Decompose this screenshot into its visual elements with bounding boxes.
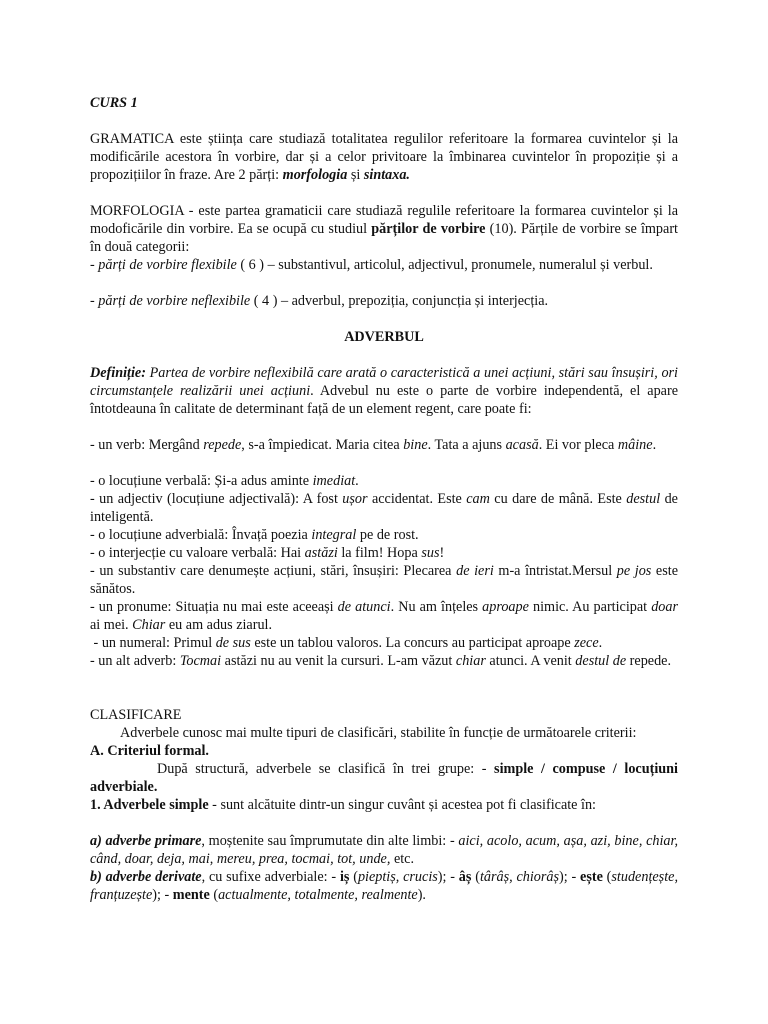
flex-label: părți de vorbire flexibile xyxy=(98,257,237,273)
ex-adverb: mâine xyxy=(617,437,653,453)
simple-label: 1. Adverbele simple xyxy=(90,797,209,813)
nonflex-prefix: - xyxy=(90,293,99,309)
ex-adverb: de sus xyxy=(215,635,251,651)
ex-text: eu am adus ziarul. xyxy=(165,617,273,633)
morfologia-text2: (10). Părțile de vorbire se împart în două categorii: xyxy=(90,221,678,255)
derived-adverbs: b) adverbe derivate, cu sufixe adverbiale: - iș (pieptiș, crucis); - âș (târâș, chiorâș); - ește (studențește, franțuzește); - mente (actualmente, totalmente, realmente). xyxy=(90,869,678,903)
ex-text: repede. xyxy=(626,653,672,669)
adverb-heading: ADVERBUL xyxy=(344,329,424,345)
primary-adverbs xyxy=(90,832,678,868)
ex-text: ! xyxy=(439,545,445,561)
ex-text: astăzi nu au venit la cursuri. L-am văzut xyxy=(221,653,456,669)
ex-adverb: integral xyxy=(311,527,357,543)
course-title: CURS 1 xyxy=(90,95,138,111)
criterion-heading: A. Criteriul formal. xyxy=(90,743,209,759)
ex-adverb: Chiar xyxy=(132,617,166,633)
gramatica-part1: morfologia xyxy=(282,167,348,183)
ex-adverb: repede xyxy=(203,437,242,453)
ex-adverb: zece xyxy=(574,635,599,651)
ex-adverb: ușor xyxy=(342,491,368,507)
ex-adverb: cam xyxy=(466,491,490,507)
simple-adverbs xyxy=(90,796,678,814)
structure-bold: simple / compuse / locuțiuni adverbiale. xyxy=(90,761,678,795)
ex-text: - o interjecție cu valoare verbală: Hai xyxy=(90,545,305,561)
ex-text: - un pronume: Situația nu mai este aceeași xyxy=(90,599,338,615)
ex-text: pe de rost. xyxy=(356,527,419,543)
ex-text: este un tablou valoros. La concurs au participat aproape xyxy=(250,635,575,651)
structure-text: După structură, adverbele se clasifică în trei grupe: - xyxy=(157,761,495,777)
derivate-label: b) adverbe derivate xyxy=(90,869,202,885)
ex-text: atunci. A venit xyxy=(485,653,576,669)
ex-text: - un verb: Mergând xyxy=(90,437,204,453)
primare-label: a) adverbe primare xyxy=(90,833,202,849)
ex-adverb: imediat xyxy=(312,473,356,489)
ex-adverb: aproape xyxy=(482,599,529,615)
structure-paragraph xyxy=(90,760,678,796)
primare-etc: etc. xyxy=(390,851,415,867)
gramatica-paragraph xyxy=(90,130,678,184)
morfologia-paragraph xyxy=(90,202,678,256)
ex-adverb: bine xyxy=(403,437,428,453)
example-noun xyxy=(90,562,678,598)
morfologia-bold: părților de vorbire xyxy=(371,221,486,237)
suffix-2-examples: târâș, chiorâș xyxy=(479,869,560,885)
ex-text: la film! Hopa xyxy=(337,545,422,561)
ex-text: - un substantiv care denumește acțiuni, stări, însușiri: Plecarea xyxy=(90,563,457,579)
gramatica-and: și xyxy=(347,167,364,183)
suffix-1-examples: pieptiș, crucis xyxy=(357,869,438,885)
ex-adverb: de ieri xyxy=(456,563,494,579)
ex-adverb: pe jos xyxy=(616,563,652,579)
ex-adverb: acasă xyxy=(505,437,539,453)
example-verbal-locution xyxy=(90,472,678,490)
definition-text: . Advebul nu este o parte de vorbire independentă, el apare întotdeauna în calitate de determinant față de un element regent, care poate fi: xyxy=(90,383,678,417)
suffix-4: mente xyxy=(172,887,210,903)
suffix-3: ește xyxy=(580,869,603,885)
morfologia-text: - este partea gramaticii care studiază regulile referitoare la formarea cuvintelor și la modoficările din vorbire. Ea se ocupă cu studiul xyxy=(90,203,678,237)
ex-adverb: sus xyxy=(421,545,440,561)
ex-text: . Ei vor pleca xyxy=(538,437,618,453)
ex-adverb: destul de xyxy=(575,653,627,669)
ex-text: . Tata a ajuns xyxy=(427,437,506,453)
gramatica-text: este știința care studiază totalitatea regulilor referitoare la formarea cuvintelor și la modificările acestora în vorbire, dar și a celor privitoare la îmbinarea cuvintelor în propoziție și a propozițiilor în fraze. Are 2 părți: xyxy=(90,131,678,183)
nonflexible-parts xyxy=(90,292,678,310)
ex-text: cu dare de mână. Este xyxy=(489,491,627,507)
ex-text: , s-a împiedicat. Maria citea xyxy=(241,437,404,453)
flex-text: ( 6 ) – substantivul, articolul, adjectivul, pronumele, numeralul și verbul. xyxy=(236,257,653,273)
definition-label: Definiție: xyxy=(90,365,146,381)
ex-text: . xyxy=(598,635,603,651)
ex-text: - un adjectiv (locuțiune adjectivală): A fost xyxy=(90,491,343,507)
ex-adverb: chiar xyxy=(455,653,486,669)
ex-text: de inteligentă. xyxy=(90,491,678,525)
ex-text: m-a întristat.Mersul xyxy=(493,563,617,579)
ex-adverb: astăzi xyxy=(304,545,338,561)
definition-italic: Partea de vorbire neflexibilă care arată o caracteristică a unei acțiuni, stări sau însușiri, ori circumstanțele realizării unei acțiuni xyxy=(90,365,678,399)
gramatica-term: GRAMATICA xyxy=(90,131,174,147)
definition-paragraph xyxy=(90,364,678,418)
ex-text: - un numeral: Primul xyxy=(90,635,216,651)
ex-adverb: Tocmai xyxy=(179,653,222,669)
ex-text: nimic. Au participat xyxy=(528,599,652,615)
example-verb xyxy=(90,436,678,454)
ex-adverb: de atunci xyxy=(337,599,391,615)
ex-text: . Nu am înțeles xyxy=(390,599,483,615)
suffix-2: âș xyxy=(458,869,472,885)
ex-text: ai mei. xyxy=(90,617,133,633)
derivate-text: , cu sufixe adverbiale: - xyxy=(201,869,340,885)
suffix-4-examples: actualmente, totalmente, realmente xyxy=(218,887,418,903)
suffix-3-examples: studențește, franțuzește xyxy=(90,869,678,903)
nonflex-label: părți de vorbire neflexibile xyxy=(98,293,251,309)
ex-adverb: destul xyxy=(626,491,661,507)
flex-prefix: - xyxy=(90,257,99,273)
classification-intro: Adverbele cunosc mai multe tipuri de clasificări, stabilite în funcție de următoarele criterii: xyxy=(120,725,637,741)
example-adverb xyxy=(90,652,678,670)
suffix-1: iș xyxy=(339,869,350,885)
gramatica-part2: sintaxa. xyxy=(363,167,410,183)
ex-text: - o locuțiune verbală: Și-a adus aminte xyxy=(90,473,313,489)
example-adjective xyxy=(90,490,678,526)
ex-text: . xyxy=(652,437,657,453)
nonflex-text: ( 4 ) – adverbul, prepoziția, conjuncția și interjecția. xyxy=(250,293,549,309)
ex-text: - o locuțiune adverbială: Învață poezia xyxy=(90,527,312,543)
ex-text: - un alt adverb: xyxy=(90,653,180,669)
classification-heading: CLASIFICARE xyxy=(90,707,182,723)
example-numeral xyxy=(90,634,678,652)
example-pronoun xyxy=(90,598,678,634)
primare-text: , moștenite sau împrumutate din alte limbi: - xyxy=(201,833,459,849)
example-interjection xyxy=(90,544,678,562)
simple-text: - sunt alcătuite dintr-un singur cuvânt și acestea pot fi clasificate în: xyxy=(208,797,597,813)
primare-list: aici, acolo, acum, așa, azi, bine, chiar, când, doar, deja, mai, mereu, prea, tocmai, tot, unde, xyxy=(90,833,678,867)
ex-text: . xyxy=(355,473,359,489)
ex-text: accidentat. Este xyxy=(367,491,467,507)
ex-adverb: doar xyxy=(651,599,679,615)
morfologia-term: MORFOLOGIA xyxy=(90,203,184,219)
example-adverbial-locution xyxy=(90,526,678,544)
flexible-parts xyxy=(90,256,678,274)
ex-text: este sănătos. xyxy=(90,563,678,597)
